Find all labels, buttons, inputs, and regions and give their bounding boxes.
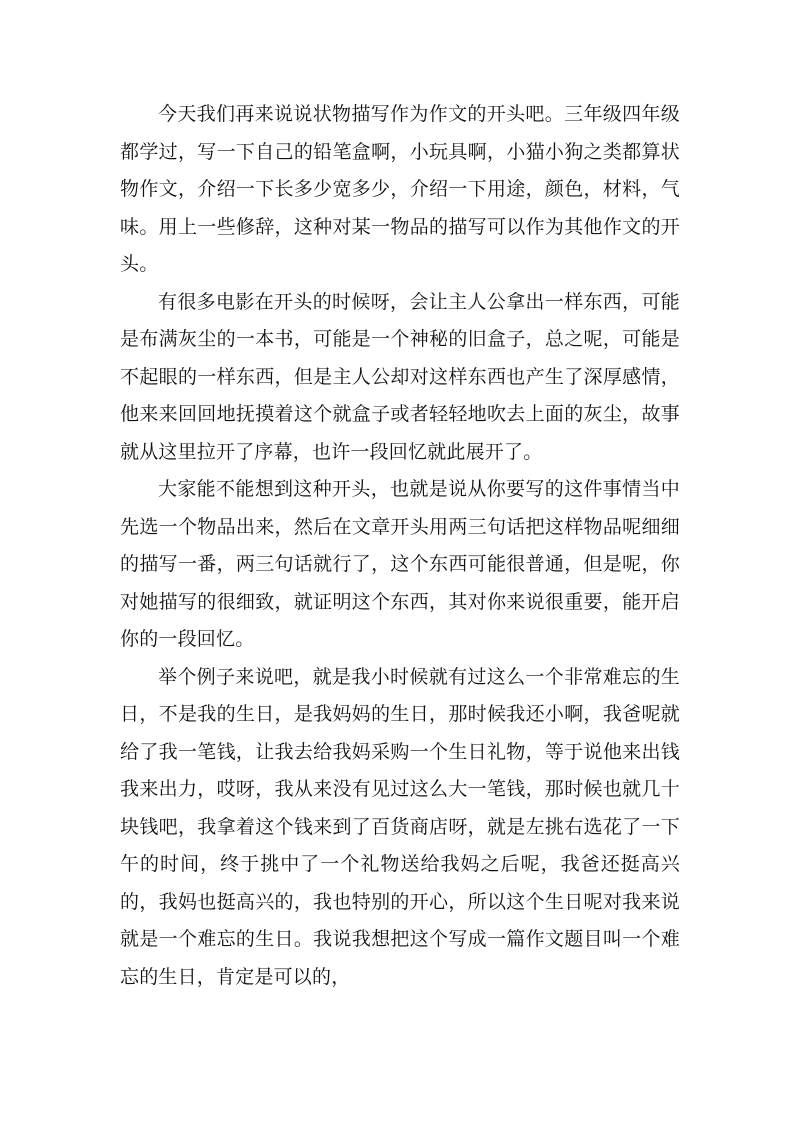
- paragraph-4: 举个例子来说吧，就是我小时候就有过这么一个非常难忘的生日，不是我的生日，是我妈妈的生日，那时候我还小啊，我爸呢就给了我一笔钱，让我去给我妈采购一个生日礼物，等于说他来出钱我来出力，哎呀，我从来没有见过这么大一笔钱，那时候也就几十块钱吧，我拿着这个钱来到了百货商店呀，就是左挑右选花了一下午的时间，终于挑中了一个礼物送给我妈之后呢，我爸还挺高兴的，我妈也挺高兴的，我也特别的开心，所以这个生日呢对我来说就是一个难忘的生日。我说我想把这个写成一篇作文题目叫一个难忘的生日，肯定是可以的，: [120, 665, 680, 988]
- document-body: [120, 96, 680, 996]
- paragraph-3: 大家能不能想到这种开头，也就是说从你要写的这件事情当中先选一个物品出来，然后在文章开头用两三句话把这样物品呢细细的描写一番，两三句话就行了，这个东西可能很普通，但是呢，你对她描写的很细致，就证明这个东西，其对你来说很重要，能开启你的一段回忆。: [120, 478, 680, 650]
- paragraph-2: 有很多电影在开头的时候呀，会让主人公拿出一样东西，可能是布满灰尘的一本书，可能是一个神秘的旧盒子，总之呢，可能是不起眼的一样东西，但是主人公却对这样东西也产生了深厚感情，他来来回回地抚摸着这个就盒子或者轻轻地吹去上面的灰尘，故事就从这里拉开了序幕，也许一段回忆就此展开了。: [120, 290, 680, 463]
- paragraph-1: 今天我们再来说说状物描写作为作文的开头吧。三年级四年级都学过，写一下自己的铅笔盒啊，小玩具啊，小猫小狗之类都算状物作文，介绍一下长多少宽多少，介绍一下用途，颜色，材料，气味。用上一些修辞，这种对某一物品的描写可以作为其他作文的开头。: [120, 103, 680, 275]
